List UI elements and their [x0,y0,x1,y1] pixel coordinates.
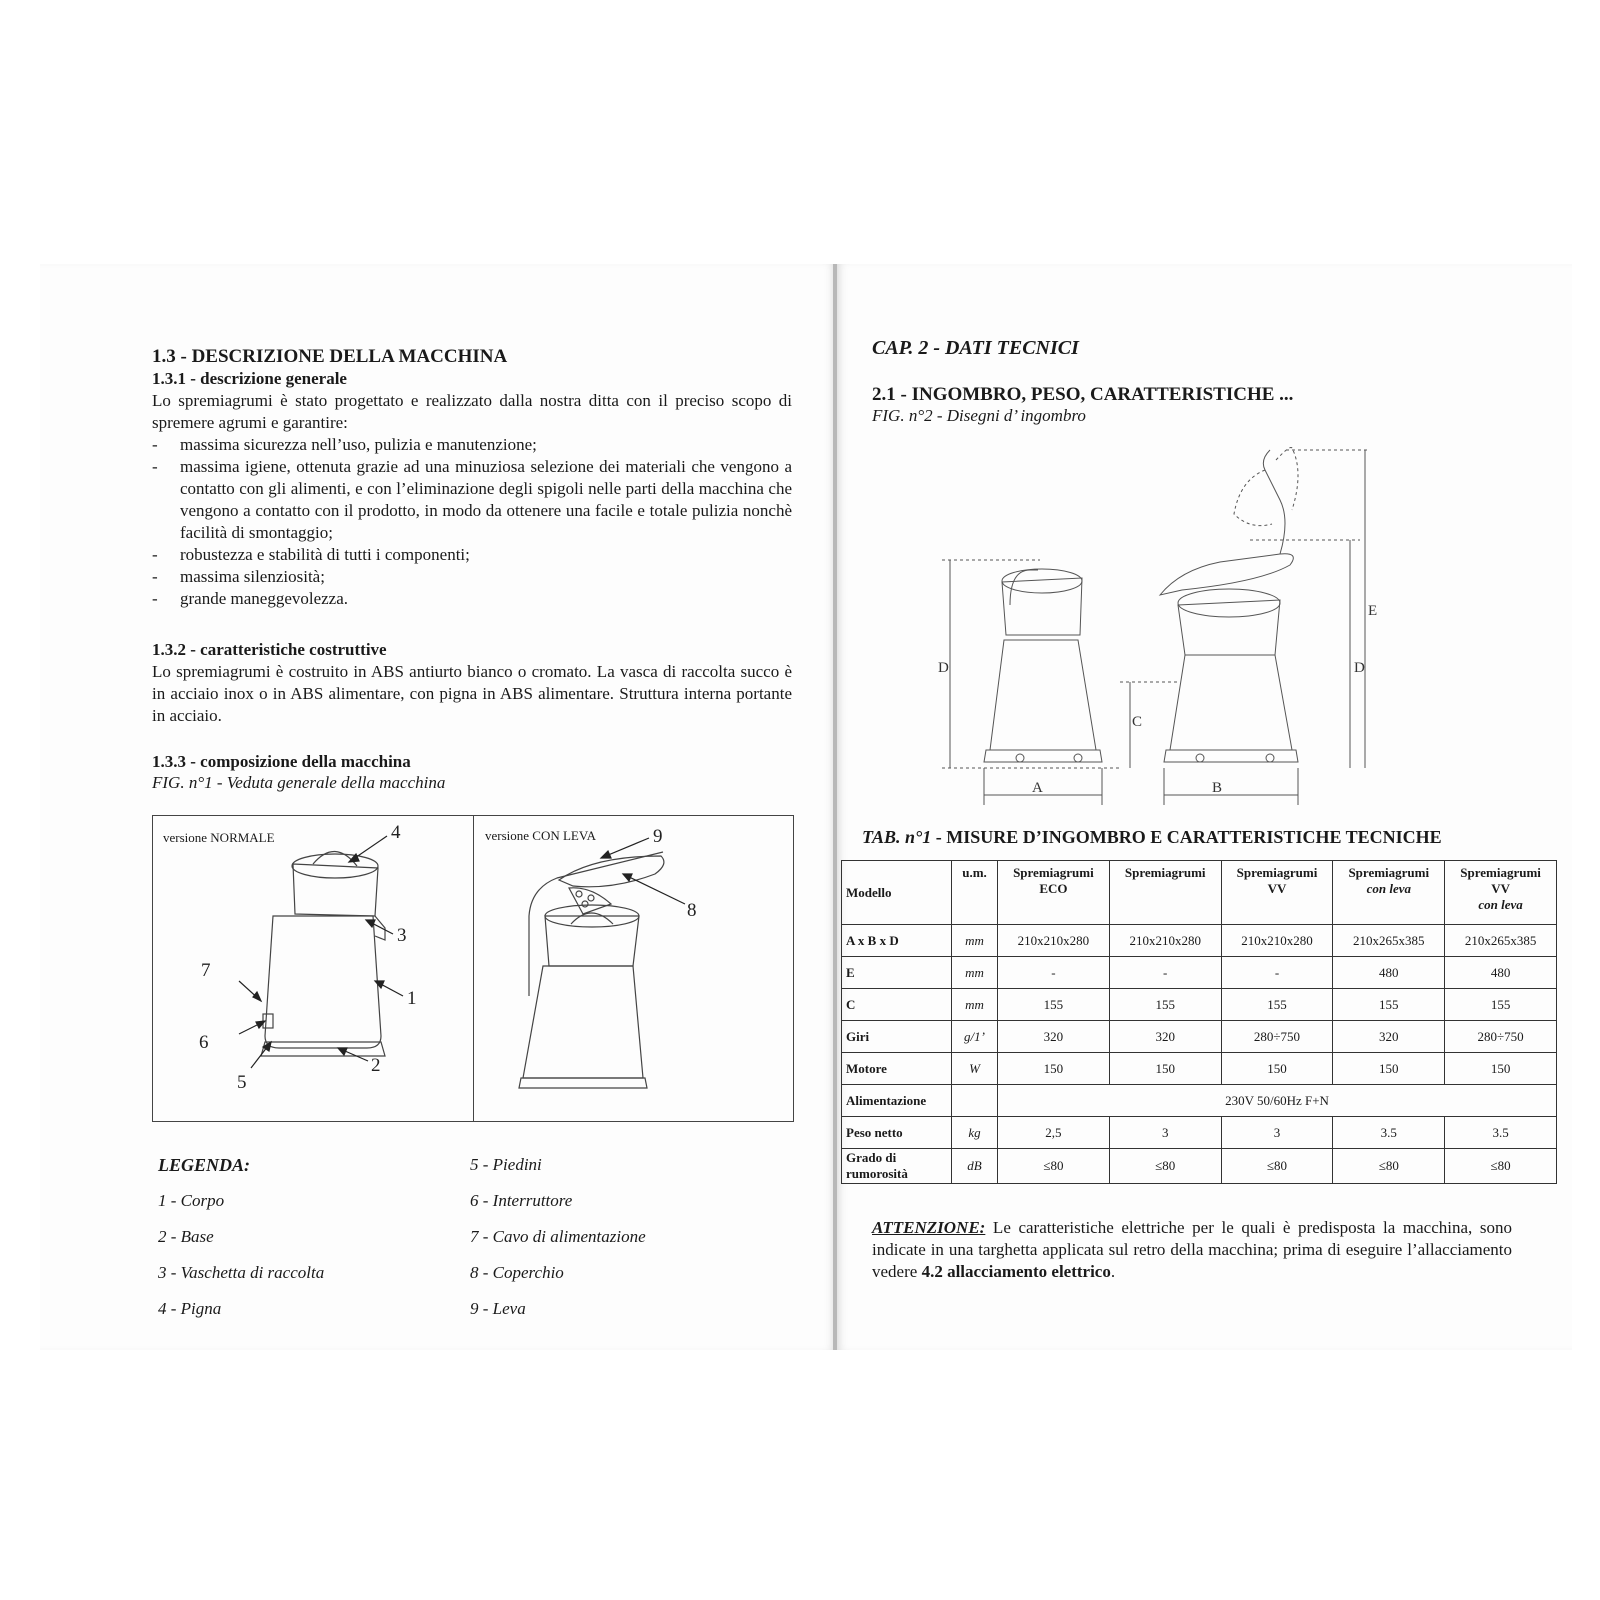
table-cell: 320 [1109,1021,1221,1053]
legend-item: 7 - Cavo di alimentazione [470,1227,646,1246]
table-cell: 280÷750 [1445,1021,1557,1053]
legend-item: 4 - Pigna [158,1299,222,1318]
header-eco [998,861,1110,925]
legend-item: 8 - Coperchio [470,1263,564,1282]
table-cell: 3 [1221,1117,1333,1149]
table-cell: 150 [1221,1053,1333,1085]
row-unit [952,1085,998,1117]
fig1-number-3: 3 [397,925,407,946]
list-item: - massima sicurezza nell’uso, pulizia e manutenzione; [152,434,792,456]
table-row [842,1021,1557,1053]
attention-text: Le caratteristiche elettriche per le quali è predisposta la macchina, sono indicate in una targhetta applicata sul retro della macchina; prima di eseguire l’allacciamento vedere [872,1218,1512,1281]
legend-item: 9 - Leva [470,1299,526,1318]
book-spine [833,264,837,1350]
section-2-1-title: 2.1 - INGOMBRO, PESO, CARATTERISTICHE ... [872,384,1294,405]
table-cell: 3.5 [1445,1117,1557,1149]
header-vv-con-leva [1445,861,1557,925]
fig1-number-1: 1 [407,988,417,1009]
specs-table [841,860,1557,1184]
row-label: Grado di rumorosità [842,1149,952,1184]
table-cell: 150 [998,1053,1110,1085]
dimension-drawings [920,430,1520,810]
table-cell: - [1221,957,1333,989]
legend-item: 1 - Corpo [158,1191,225,1210]
row-label: A x B x D [842,925,952,957]
alimentazione-value: 230V 50/60Hz F+N [998,1085,1557,1117]
dimension-label-b: B [1212,780,1223,796]
table-cell: 280÷750 [1221,1021,1333,1053]
dimension-label-a: A [1032,780,1043,796]
legend-item: 3 - Vaschetta di raccolta [158,1263,325,1282]
version-lever-label: versione CON LEVA [485,828,596,843]
table-cell: - [998,957,1110,989]
subsection-title-1-3-2: 1.3.2 - caratteristiche costruttive [152,640,387,659]
table-cell: 210x210x280 [998,925,1110,957]
version-normal-label: versione NORMALE [163,830,275,845]
table-cell: 320 [1333,1021,1445,1053]
table-cell: 150 [1109,1053,1221,1085]
table-cell: ≤80 [1109,1149,1221,1184]
general-description [152,390,792,610]
table-cell: 150 [1445,1053,1557,1085]
table-cell: 155 [1445,989,1557,1021]
row-label: C [842,989,952,1021]
juicer-lever-drawing [473,816,793,1121]
header-text: Spremiagrumi [1236,865,1318,880]
table-cell: 150 [1333,1053,1445,1085]
fig1-number-7: 7 [201,960,211,981]
legend-title: LEGENDA: [158,1155,251,1175]
attention-label: ATTENZIONE: [872,1218,986,1237]
table-row [842,1053,1557,1085]
table-row [842,1149,1557,1184]
table-row [842,925,1557,957]
table-cell: ≤80 [998,1149,1110,1184]
table-cell: ≤80 [1333,1149,1445,1184]
attention-note [872,1217,1512,1283]
header-text: Spremiagrumi [1124,865,1206,880]
header-um: u.m. [952,861,998,925]
intro-paragraph: Lo spremiagrumi è stato progettato e realizzato dalla nostra ditta con il preciso scopo di spremere agrumi e garantire: [152,391,792,432]
header-text: con leva [1366,881,1411,896]
header-standard [1109,861,1221,925]
table-cell: - [1109,957,1221,989]
header-text: con leva [1478,897,1523,912]
table-cell: 3 [1109,1117,1221,1149]
list-item: - massima igiene, ottenuta grazie ad una minuziosa selezione dei materiali che vengono a contatto con gli alimenti, e con l’eliminazione degli spigoli nelle parti della macchina che vengono a contatto con il prodotto, in modo da ottenere una facile e totale pulizia nonchè facilità di smontaggio; [152,456,792,544]
table-cell: 210x265x385 [1445,925,1557,957]
chapter-title: CAP. 2 - DATI TECNICI [872,337,1079,359]
fig1-number-2: 2 [371,1055,381,1076]
table-cell: 480 [1333,957,1445,989]
header-text: VV [1491,881,1510,896]
table-cell: 155 [1333,989,1445,1021]
header-text: ECO [1039,881,1068,896]
legend-item: 5 - Piedini [470,1155,542,1174]
row-label: Giri [842,1021,952,1053]
table-row [842,1085,1557,1117]
fig1-number-4: 4 [391,822,401,843]
table-row [842,989,1557,1021]
attention-end: . [1110,1262,1116,1281]
row-label: E [842,957,952,989]
dimension-label-c: C [1132,714,1143,730]
row-unit: mm [952,957,998,989]
table-body-upper [842,925,1557,1085]
dimension-label-e: E [1368,603,1378,619]
fig1-number-8: 8 [687,900,697,921]
row-label: Motore [842,1053,952,1085]
table-header-row [842,861,1557,925]
fig1-number-6: 6 [199,1032,209,1053]
construction-paragraph: Lo spremiagrumi è costruito in ABS antiurto bianco o cromato. La vasca di raccolta succo è in acciaio inox o in ABS alimentare, con pigna in ABS alimentare. Struttura interna portante in acciaio. [152,662,792,725]
table-row [842,1117,1557,1149]
table-cell: 3.5 [1333,1117,1445,1149]
row-label: Alimentazione [842,1085,952,1117]
table-body-lower [842,1117,1557,1184]
table-cell: 210x210x280 [1221,925,1333,957]
row-label: Peso netto [842,1117,952,1149]
legend-item: 6 - Interruttore [470,1191,573,1210]
header-vv [1221,861,1333,925]
table-row [842,957,1557,989]
features-list [152,434,792,610]
header-text: Spremiagrumi [1013,865,1094,880]
row-unit: kg [952,1117,998,1149]
header-text: Spremiagrumi [1460,865,1541,880]
fig1-number-9: 9 [653,826,663,847]
subsection-title-1-3-3: 1.3.3 - composizione della macchina [152,752,411,771]
row-unit: mm [952,989,998,1021]
dimension-label-d: D [1354,660,1365,676]
dimension-label-d: D [938,660,949,676]
table-cell: 320 [998,1021,1110,1053]
table-cell: 2,5 [998,1117,1110,1149]
row-unit: mm [952,925,998,957]
header-modello: Modello [842,861,952,925]
header-text: VV [1267,881,1287,896]
table-cell: ≤80 [1445,1149,1557,1184]
table-cell: 480 [1445,957,1557,989]
list-item: - massima silenziosità; [152,566,792,588]
attention-reference: 4.2 allacciamento elettrico [921,1262,1111,1281]
table-cell: 155 [1221,989,1333,1021]
figure-1 [152,815,794,1122]
list-item: - robustezza e stabilità di tutti i componenti; [152,544,792,566]
header-text: Spremiagrumi [1348,865,1430,880]
legend-item: 2 - Base [158,1227,214,1246]
table-title-separator: - [931,827,947,847]
table-title [862,827,1442,848]
table-cell: 155 [1109,989,1221,1021]
section-title: 1.3 - DESCRIZIONE DELLA MACCHINA [152,346,508,367]
row-unit: dB [952,1149,998,1184]
subsection-title-1-3-1: 1.3.1 - descrizione generale [152,369,347,388]
table-cell: 210x210x280 [1109,925,1221,957]
list-item: - grande maneggevolezza. [152,588,792,610]
header-con-leva [1333,861,1445,925]
table-cell: 155 [998,989,1110,1021]
fig1-number-5: 5 [237,1072,247,1093]
juicer-normal-drawing [153,816,473,1121]
table-cell: 210x265x385 [1333,925,1445,957]
table-cell: ≤80 [1221,1149,1333,1184]
row-unit: g/1’ [952,1021,998,1053]
table-title-text: MISURE D’INGOMBRO E CARATTERISTICHE TECNICHE [946,827,1442,847]
figure-2-caption: FIG. n°2 - Disegni d’ ingombro [872,406,1086,425]
table-prefix: TAB. n°1 [862,827,932,847]
row-unit: W [952,1053,998,1085]
figure-1-caption: FIG. n°1 - Veduta generale della macchina [152,773,446,792]
